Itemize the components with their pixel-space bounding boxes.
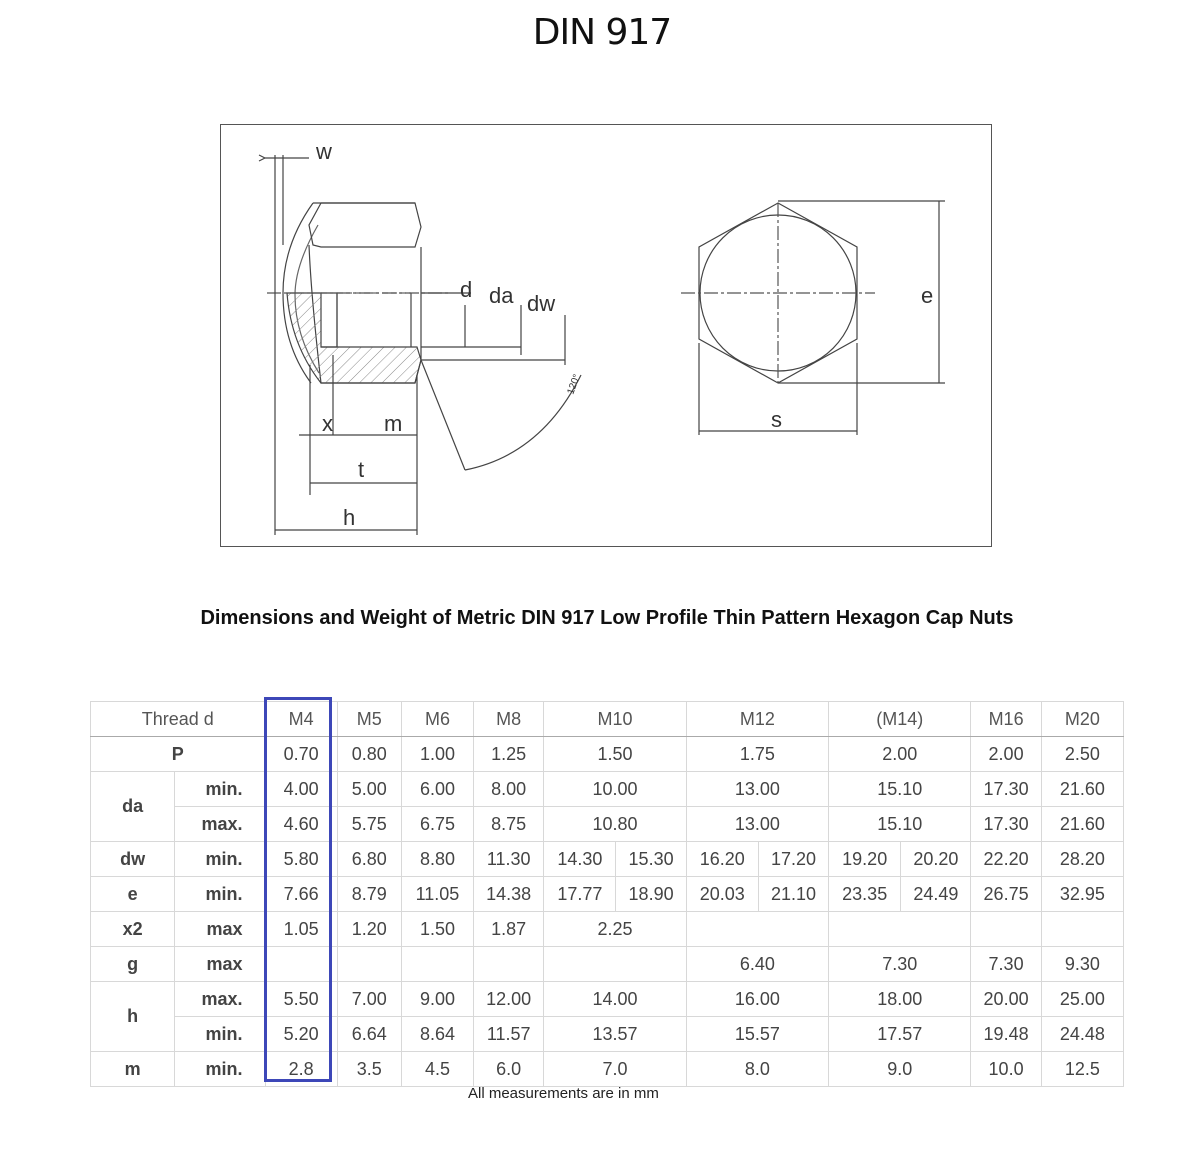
header-size: M6	[401, 702, 473, 737]
cell: 15.10	[829, 772, 971, 807]
cell: 2.50	[1041, 737, 1123, 772]
cell-empty	[474, 947, 544, 982]
label-da: da	[489, 283, 514, 308]
row-label-g: g	[91, 947, 175, 982]
row-g	[91, 947, 1124, 982]
cell: 9.00	[401, 982, 473, 1017]
cell-empty	[401, 947, 473, 982]
page-title: DIN 917	[532, 12, 672, 53]
cell: 14.00	[544, 982, 686, 1017]
cell: 1.75	[686, 737, 828, 772]
cell-empty	[265, 947, 337, 982]
row-label-da: da	[91, 772, 175, 842]
sub-label: max	[175, 912, 265, 947]
cell: 1.25	[474, 737, 544, 772]
cell: 5.20	[265, 1017, 337, 1052]
cell: 0.80	[337, 737, 401, 772]
cell: 2.8	[265, 1052, 337, 1087]
cell: 12.5	[1041, 1052, 1123, 1087]
cell: 17.77	[544, 877, 616, 912]
cell: 17.30	[971, 807, 1041, 842]
cell: 11.57	[474, 1017, 544, 1052]
cell: 19.48	[971, 1017, 1041, 1052]
header-size: M8	[474, 702, 544, 737]
cap-nut-diagram	[221, 125, 993, 548]
cell: 21.60	[1041, 772, 1123, 807]
cell: 18.00	[829, 982, 971, 1017]
label-m: m	[384, 411, 403, 436]
table-caption: Dimensions and Weight of Metric DIN 917 Low Profile Thin Pattern Hexagon Cap Nuts	[200, 607, 1014, 629]
label-angle: 120°	[565, 372, 583, 397]
sub-label: min.	[175, 1017, 265, 1052]
label-dw: dw	[527, 291, 556, 316]
header-size: M4	[265, 702, 337, 737]
cell: 3.5	[337, 1052, 401, 1087]
header-size: M12	[686, 702, 828, 737]
cell: 8.80	[401, 842, 473, 877]
cell-empty	[544, 947, 686, 982]
cell: 25.00	[1041, 982, 1123, 1017]
cell-empty	[971, 912, 1041, 947]
cell: 16.20	[686, 842, 758, 877]
cell: 12.00	[474, 982, 544, 1017]
cell: 8.64	[401, 1017, 473, 1052]
sub-label: min.	[175, 842, 265, 877]
cell: 2.00	[829, 737, 971, 772]
cell: 7.00	[337, 982, 401, 1017]
cell: 23.35	[829, 877, 901, 912]
cell: 16.00	[686, 982, 828, 1017]
cell-empty	[1041, 912, 1123, 947]
cell: 20.20	[901, 842, 971, 877]
row-label-e: e	[91, 877, 175, 912]
sub-label: min.	[175, 772, 265, 807]
sub-label: max	[175, 947, 265, 982]
cell: 20.03	[686, 877, 758, 912]
cell: 10.80	[544, 807, 686, 842]
cell: 1.05	[265, 912, 337, 947]
header-row	[91, 702, 1124, 737]
cell: 5.75	[337, 807, 401, 842]
cell-empty	[337, 947, 401, 982]
cell: 1.20	[337, 912, 401, 947]
cell: 2.00	[971, 737, 1041, 772]
row-label-m: m	[91, 1052, 175, 1087]
row-h-min	[91, 1017, 1124, 1052]
cell: 11.05	[401, 877, 473, 912]
header-thread: Thread d	[91, 702, 266, 737]
row-p	[91, 737, 1124, 772]
cell: 6.00	[401, 772, 473, 807]
cell-empty	[686, 912, 828, 947]
header-size: (M14)	[829, 702, 971, 737]
cell: 28.20	[1041, 842, 1123, 877]
cell: 4.5	[401, 1052, 473, 1087]
sub-label: max.	[175, 807, 265, 842]
cell: 15.10	[829, 807, 971, 842]
cell: 10.0	[971, 1052, 1041, 1087]
row-da-max	[91, 807, 1124, 842]
cell: 2.25	[544, 912, 686, 947]
label-e: e	[921, 283, 934, 308]
cell: 7.66	[265, 877, 337, 912]
cell: 8.00	[474, 772, 544, 807]
row-dw	[91, 842, 1124, 877]
cell-empty	[829, 912, 971, 947]
row-x2	[91, 912, 1124, 947]
header-size: M5	[337, 702, 401, 737]
row-label-dw: dw	[91, 842, 175, 877]
cell: 15.57	[686, 1017, 828, 1052]
header-size: M16	[971, 702, 1041, 737]
label-t: t	[358, 457, 365, 482]
cell: 15.30	[616, 842, 686, 877]
technical-drawing	[220, 124, 992, 547]
cell: 11.30	[474, 842, 544, 877]
cell: 26.75	[971, 877, 1041, 912]
cell: 6.75	[401, 807, 473, 842]
row-label-p: P	[91, 737, 266, 772]
row-h-max	[91, 982, 1124, 1017]
cell: 18.90	[616, 877, 686, 912]
row-label-h: h	[91, 982, 175, 1052]
cell: 14.38	[474, 877, 544, 912]
row-label-x2: x2	[91, 912, 175, 947]
cell: 6.0	[474, 1052, 544, 1087]
cell: 22.20	[971, 842, 1041, 877]
cell: 8.75	[474, 807, 544, 842]
label-s: s	[771, 407, 782, 432]
cell: 20.00	[971, 982, 1041, 1017]
label-h: h	[343, 505, 356, 530]
sub-label: max.	[175, 982, 265, 1017]
cell: 13.00	[686, 772, 828, 807]
label-x: x	[322, 411, 333, 436]
header-size: M10	[544, 702, 686, 737]
cell: 4.60	[265, 807, 337, 842]
cell: 6.40	[686, 947, 828, 982]
cell: 5.50	[265, 982, 337, 1017]
row-da-min	[91, 772, 1124, 807]
row-e	[91, 877, 1124, 912]
cell: 19.20	[829, 842, 901, 877]
cell: 32.95	[1041, 877, 1123, 912]
label-w: w	[316, 139, 332, 164]
cell: 5.00	[337, 772, 401, 807]
side-view	[259, 155, 581, 535]
sub-label: min.	[175, 1052, 265, 1087]
cell: 13.00	[686, 807, 828, 842]
cell: 1.50	[401, 912, 473, 947]
cell: 6.80	[337, 842, 401, 877]
label-d: d	[460, 277, 473, 302]
cell: 4.00	[265, 772, 337, 807]
cell: 1.00	[401, 737, 473, 772]
cell: 9.30	[1041, 947, 1123, 982]
cell: 7.0	[544, 1052, 686, 1087]
cell: 8.79	[337, 877, 401, 912]
sub-label: min.	[175, 877, 265, 912]
dimensions-table	[90, 701, 1124, 1087]
cell: 13.57	[544, 1017, 686, 1052]
cell: 8.0	[686, 1052, 828, 1087]
top-view	[681, 201, 945, 435]
cell: 7.30	[971, 947, 1041, 982]
cell: 6.64	[337, 1017, 401, 1052]
cell: 17.20	[758, 842, 828, 877]
cell: 14.30	[544, 842, 616, 877]
cell: 17.30	[971, 772, 1041, 807]
cell: 17.57	[829, 1017, 971, 1052]
cell: 0.70	[265, 737, 337, 772]
cell: 10.00	[544, 772, 686, 807]
units-footnote: All measurements are in mm	[468, 1085, 659, 1102]
cell: 5.80	[265, 842, 337, 877]
cell: 9.0	[829, 1052, 971, 1087]
cell: 21.10	[758, 877, 828, 912]
cell: 1.50	[544, 737, 686, 772]
cell: 24.48	[1041, 1017, 1123, 1052]
cell: 7.30	[829, 947, 971, 982]
row-m	[91, 1052, 1124, 1087]
header-size: M20	[1041, 702, 1123, 737]
cell: 24.49	[901, 877, 971, 912]
cell: 1.87	[474, 912, 544, 947]
cell: 21.60	[1041, 807, 1123, 842]
